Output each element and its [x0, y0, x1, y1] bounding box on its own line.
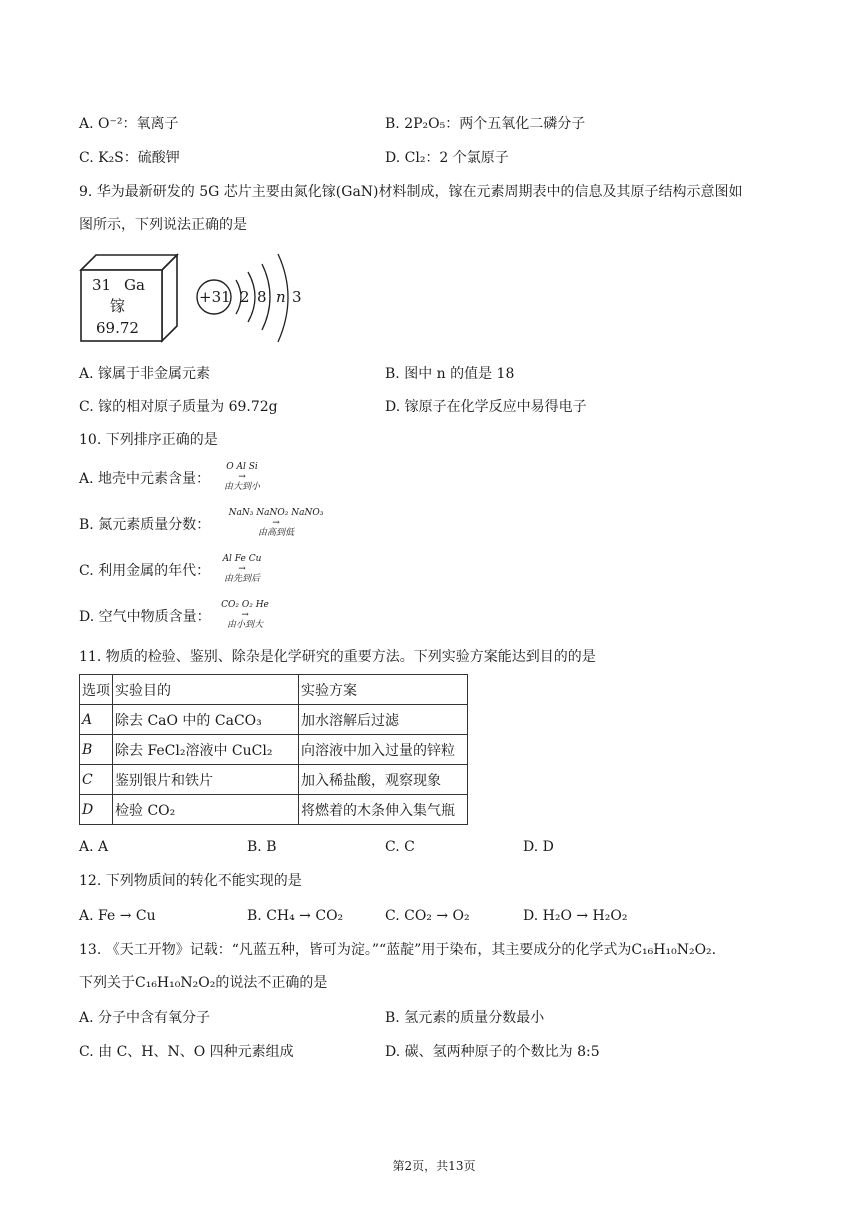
q11-option-c: C. C [385, 839, 415, 855]
q10-b-items: NaN₃ NaNO₂ NaNO₃ [228, 508, 324, 518]
table-row [80, 795, 468, 825]
q13-option-a: A. 分子中含有氧分子 [79, 1010, 211, 1026]
q11-option-a: A. A [79, 839, 109, 855]
table-header-row [80, 675, 468, 705]
shell-4: 3 [292, 288, 302, 306]
q10-c-note: 由先到后 [223, 574, 260, 584]
header-plan: 实验方案 [299, 675, 468, 705]
q10-a-note: 由大到小 [223, 482, 260, 492]
q12-option-b: B. CH₄ → CO₂ [247, 908, 344, 924]
page-footer: 第2页，共13页 [392, 1159, 476, 1173]
q10-c-items: Al Fe Cu [222, 554, 262, 564]
row-plan: 加水溶解后过滤 [299, 705, 468, 735]
q10-option-d-label: D. 空气中物质含量： [79, 609, 211, 625]
q10-d-note: 由小到大 [226, 620, 263, 630]
q13-option-c: C. 由 C、H、N、O 四种元素组成 [79, 1044, 294, 1060]
q10-a-arrow: → [238, 472, 246, 482]
shell-2: 8 [257, 288, 267, 306]
row-option: C [80, 765, 113, 795]
shell-3: n [276, 288, 286, 306]
q9-stem-line2: 图所示，下列说法正确的是 [79, 217, 247, 233]
q11-option-d: D. D [523, 839, 554, 855]
q10-option-c-sequence [212, 554, 272, 584]
q13-stem-line1: 13. 《天工开物》记载：“凡蓝五种，皆可为淀。”“蓝靛”用于染布，其主要成分的化学式为C₁₆H₁₀N₂O₂. [79, 942, 717, 958]
q10-option-a-label: A. 地壳中元素含量： [79, 471, 211, 487]
q11-option-b: B. B [247, 839, 277, 855]
q12-stem: 12. 下列物质间的转化不能实现的是 [79, 873, 302, 889]
q12-option-d: D. H₂O → H₂O₂ [523, 908, 628, 924]
q9-stem-line1: 9. 华为最新研发的 5G 芯片主要由氮化镓(GaN)材料制成，镓在元素周期表中的信息及其原子结构示意图如 [79, 184, 743, 200]
table-row [80, 735, 468, 765]
row-option: A [80, 705, 113, 735]
q10-d-items: CO₂ O₂ He [221, 600, 269, 610]
q10-a-items: O Al Si [226, 462, 258, 472]
row-plan: 将燃着的木条伸入集气瓶 [299, 795, 468, 825]
experiment-table [79, 674, 468, 825]
q10-b-arrow: → [272, 518, 280, 528]
q8-option-c: C. K₂S：硫酸钾 [79, 150, 180, 166]
q10-c-arrow: → [238, 564, 246, 574]
row-plan: 向溶液中加入过量的锌粒 [299, 735, 468, 765]
row-plan: 加入稀盐酸，观察现象 [299, 765, 468, 795]
q13-option-d: D. 碳、氢两种原子的个数比为 8:5 [385, 1044, 600, 1060]
q9-option-b: B. 图中 n 的值是 18 [385, 366, 515, 382]
q8-option-a: A. O⁻²：氧离子 [79, 116, 179, 132]
atom-nucleus: +31 [199, 288, 231, 306]
table-row [80, 705, 468, 735]
row-option: D [80, 795, 113, 825]
shell-1: 2 [240, 288, 250, 306]
q12-option-a: A. Fe → Cu [79, 908, 156, 924]
row-option: B [80, 735, 113, 765]
q10-b-note: 由高到低 [257, 528, 294, 538]
element-name: 镓 [110, 297, 126, 315]
row-purpose: 鉴别银片和铁片 [113, 765, 299, 795]
table-row [80, 765, 468, 795]
q12-option-c: C. CO₂ → O₂ [385, 908, 470, 924]
q10-option-b-label: B. 氮元素质量分数： [79, 517, 211, 533]
row-purpose: 除去 FeCl₂溶液中 CuCl₂ [113, 735, 299, 765]
q10-option-a-sequence [212, 462, 272, 492]
q10-option-b-sequence [214, 508, 338, 538]
q11-stem: 11. 物质的检验、鉴别、除杂是化学研究的重要方法。下列实验方案能达到目的的是 [79, 649, 596, 665]
row-purpose: 检验 CO₂ [113, 795, 299, 825]
q10-option-c-label: C. 利用金属的年代： [79, 563, 211, 579]
q8-option-b: B. 2P₂O₅：两个五氧化二磷分子 [385, 116, 586, 132]
q10-option-d-sequence [212, 600, 278, 630]
q9-option-d: D. 镓原子在化学反应中易得电子 [385, 399, 587, 415]
element-number: 31 [92, 276, 112, 294]
element-symbol: Ga [124, 276, 145, 294]
header-option: 选项 [80, 675, 113, 705]
q10-stem: 10. 下列排序正确的是 [79, 432, 218, 448]
element-mass: 69.72 [96, 319, 139, 337]
row-purpose: 除去 CaO 中的 CaCO₃ [113, 705, 299, 735]
q8-option-d: D. Cl₂：2 个氯原子 [385, 150, 509, 166]
q13-option-b: B. 氢元素的质量分数最小 [385, 1010, 545, 1026]
q9-option-a: A. 镓属于非金属元素 [79, 366, 211, 382]
q9-option-c: C. 镓的相对原子质量为 69.72g [79, 399, 278, 415]
q13-stem-line2: 下列关于C₁₆H₁₀N₂O₂的说法不正确的是 [79, 975, 328, 991]
q10-d-arrow: → [241, 610, 249, 620]
header-purpose: 实验目的 [113, 675, 299, 705]
